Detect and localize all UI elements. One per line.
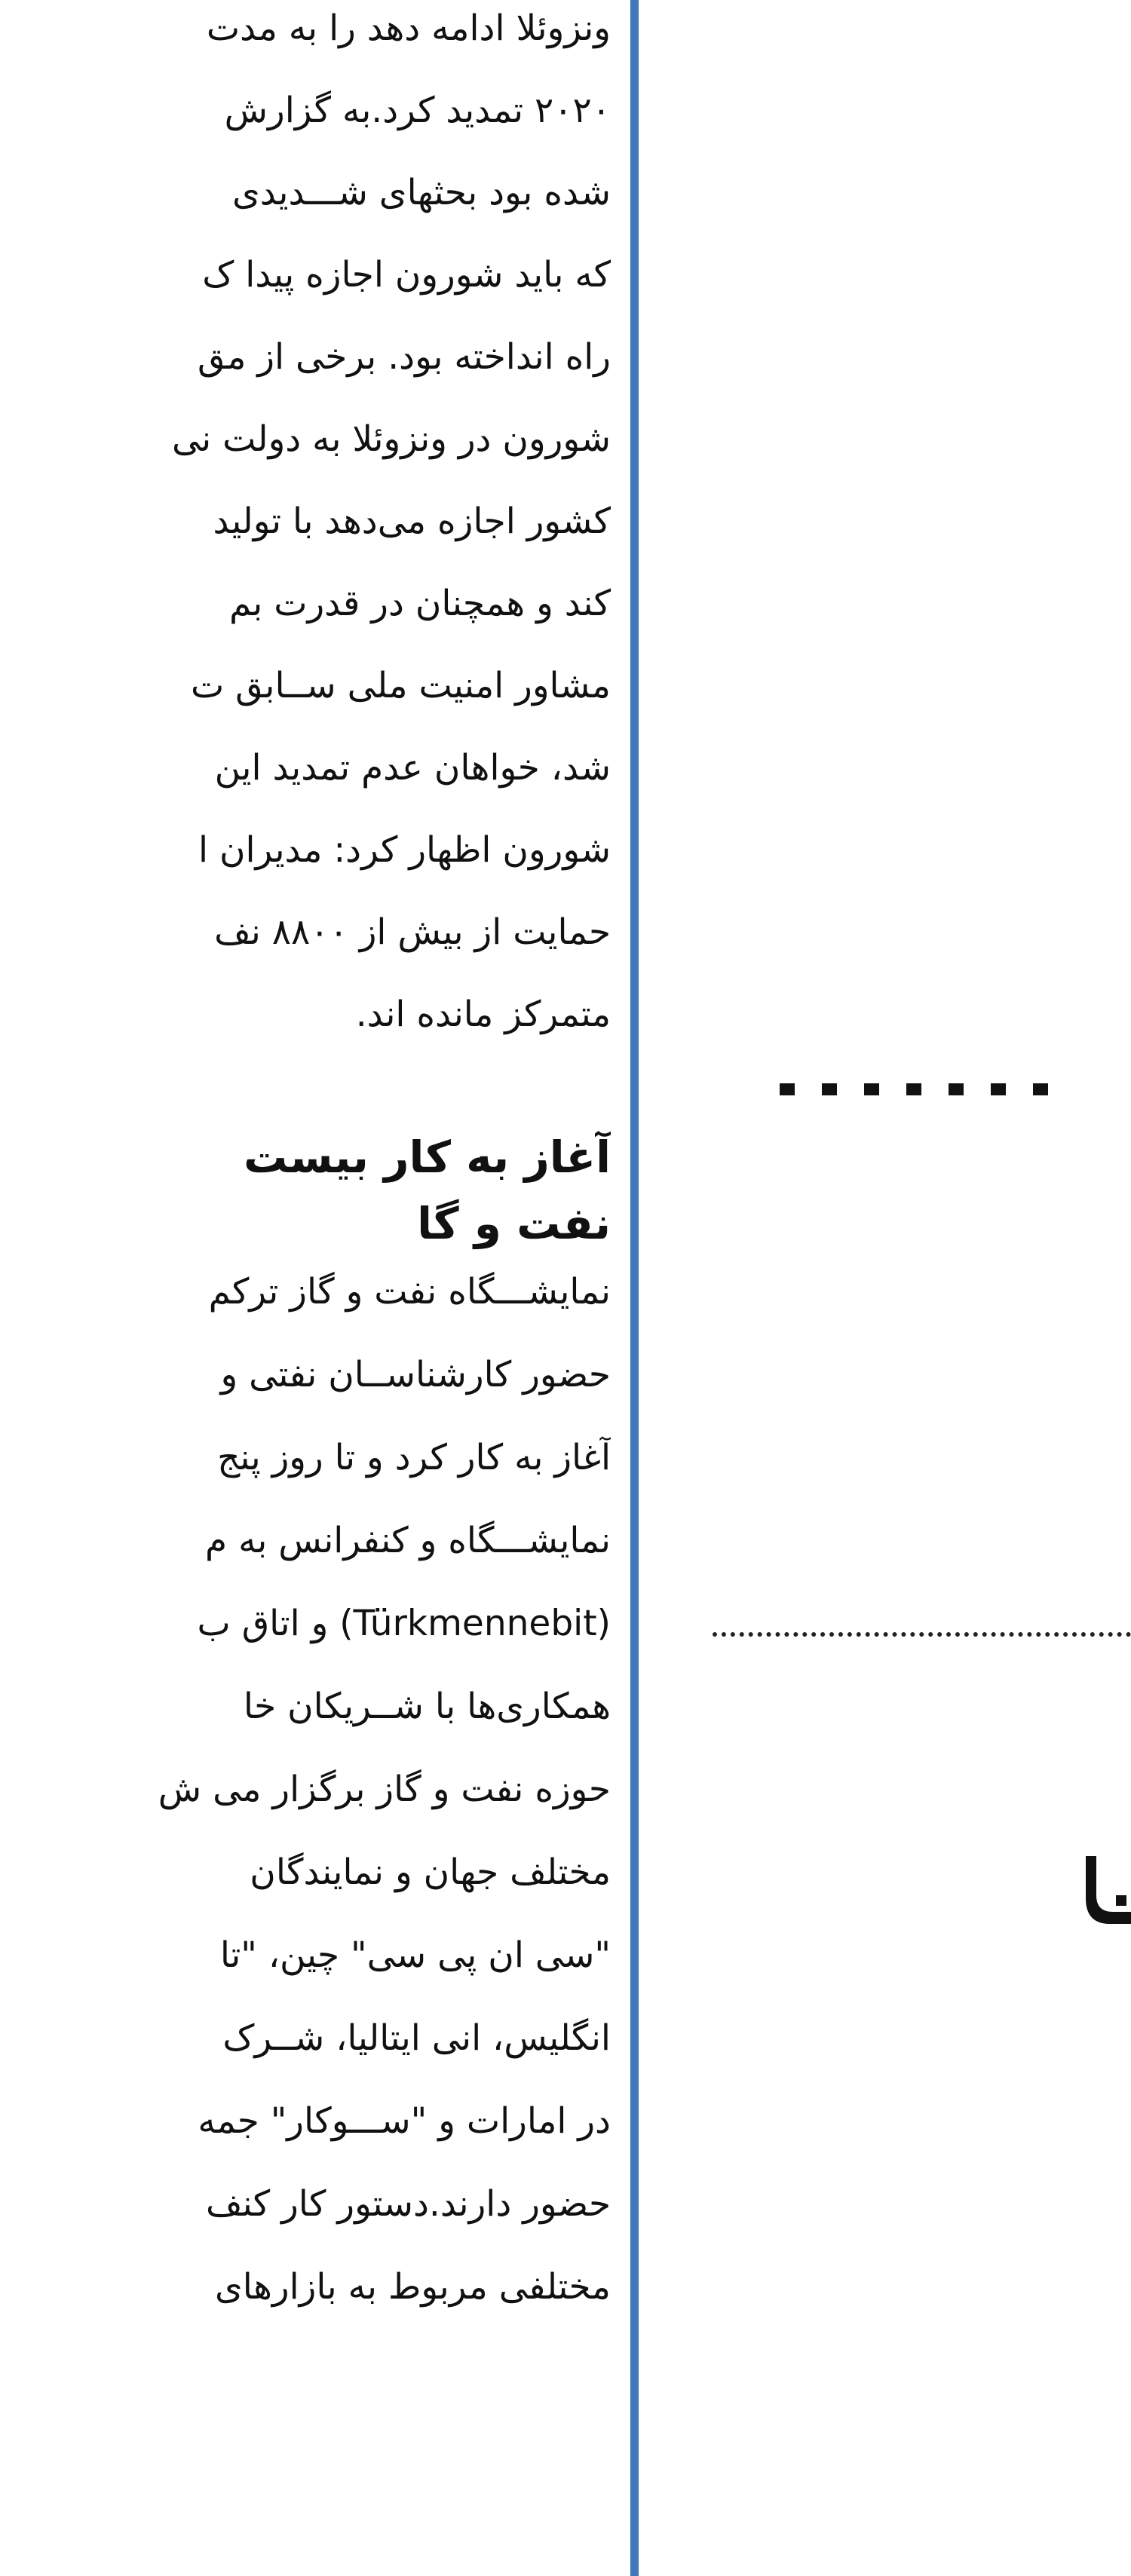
body-text-line-12: حمایت از بیش از ۸۸۰۰ نف — [214, 911, 611, 953]
body-text-line-9: "سی ان پی سی" چین، "تا — [219, 1934, 611, 1976]
body-text-line-10: انگلیس، انی ایتالیا، شــرک — [222, 2017, 611, 2059]
body-text-line-8: کند و همچنان در قدرت بم — [228, 583, 611, 624]
right-article-column — [679, 0, 1131, 2576]
body-text-line-6: شورون در ونزوئلا به دولت نی — [171, 418, 611, 460]
body-text-line-4: که باید شورون اجازه پیدا ک — [202, 254, 611, 296]
body-text-line-9: مشاور امنیت ملی ســابق ت — [190, 665, 611, 706]
body-text-line-3: شده بود بحثهای شـــدیدی — [231, 172, 611, 213]
body-text-line-5: (Türkmennebit) و اتاق ب — [197, 1603, 611, 1644]
body-text-line-2: حضور کارشناســان نفتی و — [220, 1354, 611, 1395]
body-text-line-7: حوزه نفت و گاز برگزار می ش — [158, 1769, 611, 1810]
body-text-line-3: آغاز به کار کرد و تا روز پنج — [217, 1437, 611, 1478]
body-text-line-13: متمرکز مانده اند. — [355, 994, 611, 1035]
body-text-line-13: مختلفی مربوط به بازارهای — [215, 2266, 611, 2308]
body-text-line-2: ۲۰۲۰ تمدید کرد.به گزارش — [224, 90, 611, 131]
body-text-line-6: همکاری‌ها با شــریکان خا — [243, 1686, 611, 1727]
body-text-line-1: ونزوئلا ادامه دهد را به مدت — [206, 8, 611, 49]
body-text-line-5: راه انداخته بود. برخی از مق — [198, 336, 611, 378]
body-text-line-11: در امارات و "ســـوکار" جمه — [198, 2100, 611, 2142]
body-text-line-4: نمایشـــگاه و کنفرانس به م — [205, 1520, 611, 1561]
body-text-line-1: نمایشـــگاه نفت و گاز ترکم — [208, 1271, 611, 1313]
cropped-heading-glyph — [1071, 1849, 1131, 1931]
column-divider — [630, 0, 639, 2576]
dotted-divider — [713, 1632, 1131, 1637]
body-text-line-10: شد، خواهان عدم تمدید این — [214, 747, 611, 789]
body-text-line-7: کشور اجازه می‌دهد با تولید — [213, 501, 611, 542]
body-text-line-12: حضور دارند.دستور کار کنف — [205, 2183, 611, 2225]
article-heading-line-1: آغاز به کار بیست — [244, 1132, 611, 1183]
body-text-line-11: شورون اظهار کرد: مدیران ا — [198, 829, 611, 871]
body-text-line-8: مختلف جهان و نمایندگان — [250, 1852, 611, 1893]
article-heading-line-2: نفت و گا — [417, 1198, 611, 1249]
